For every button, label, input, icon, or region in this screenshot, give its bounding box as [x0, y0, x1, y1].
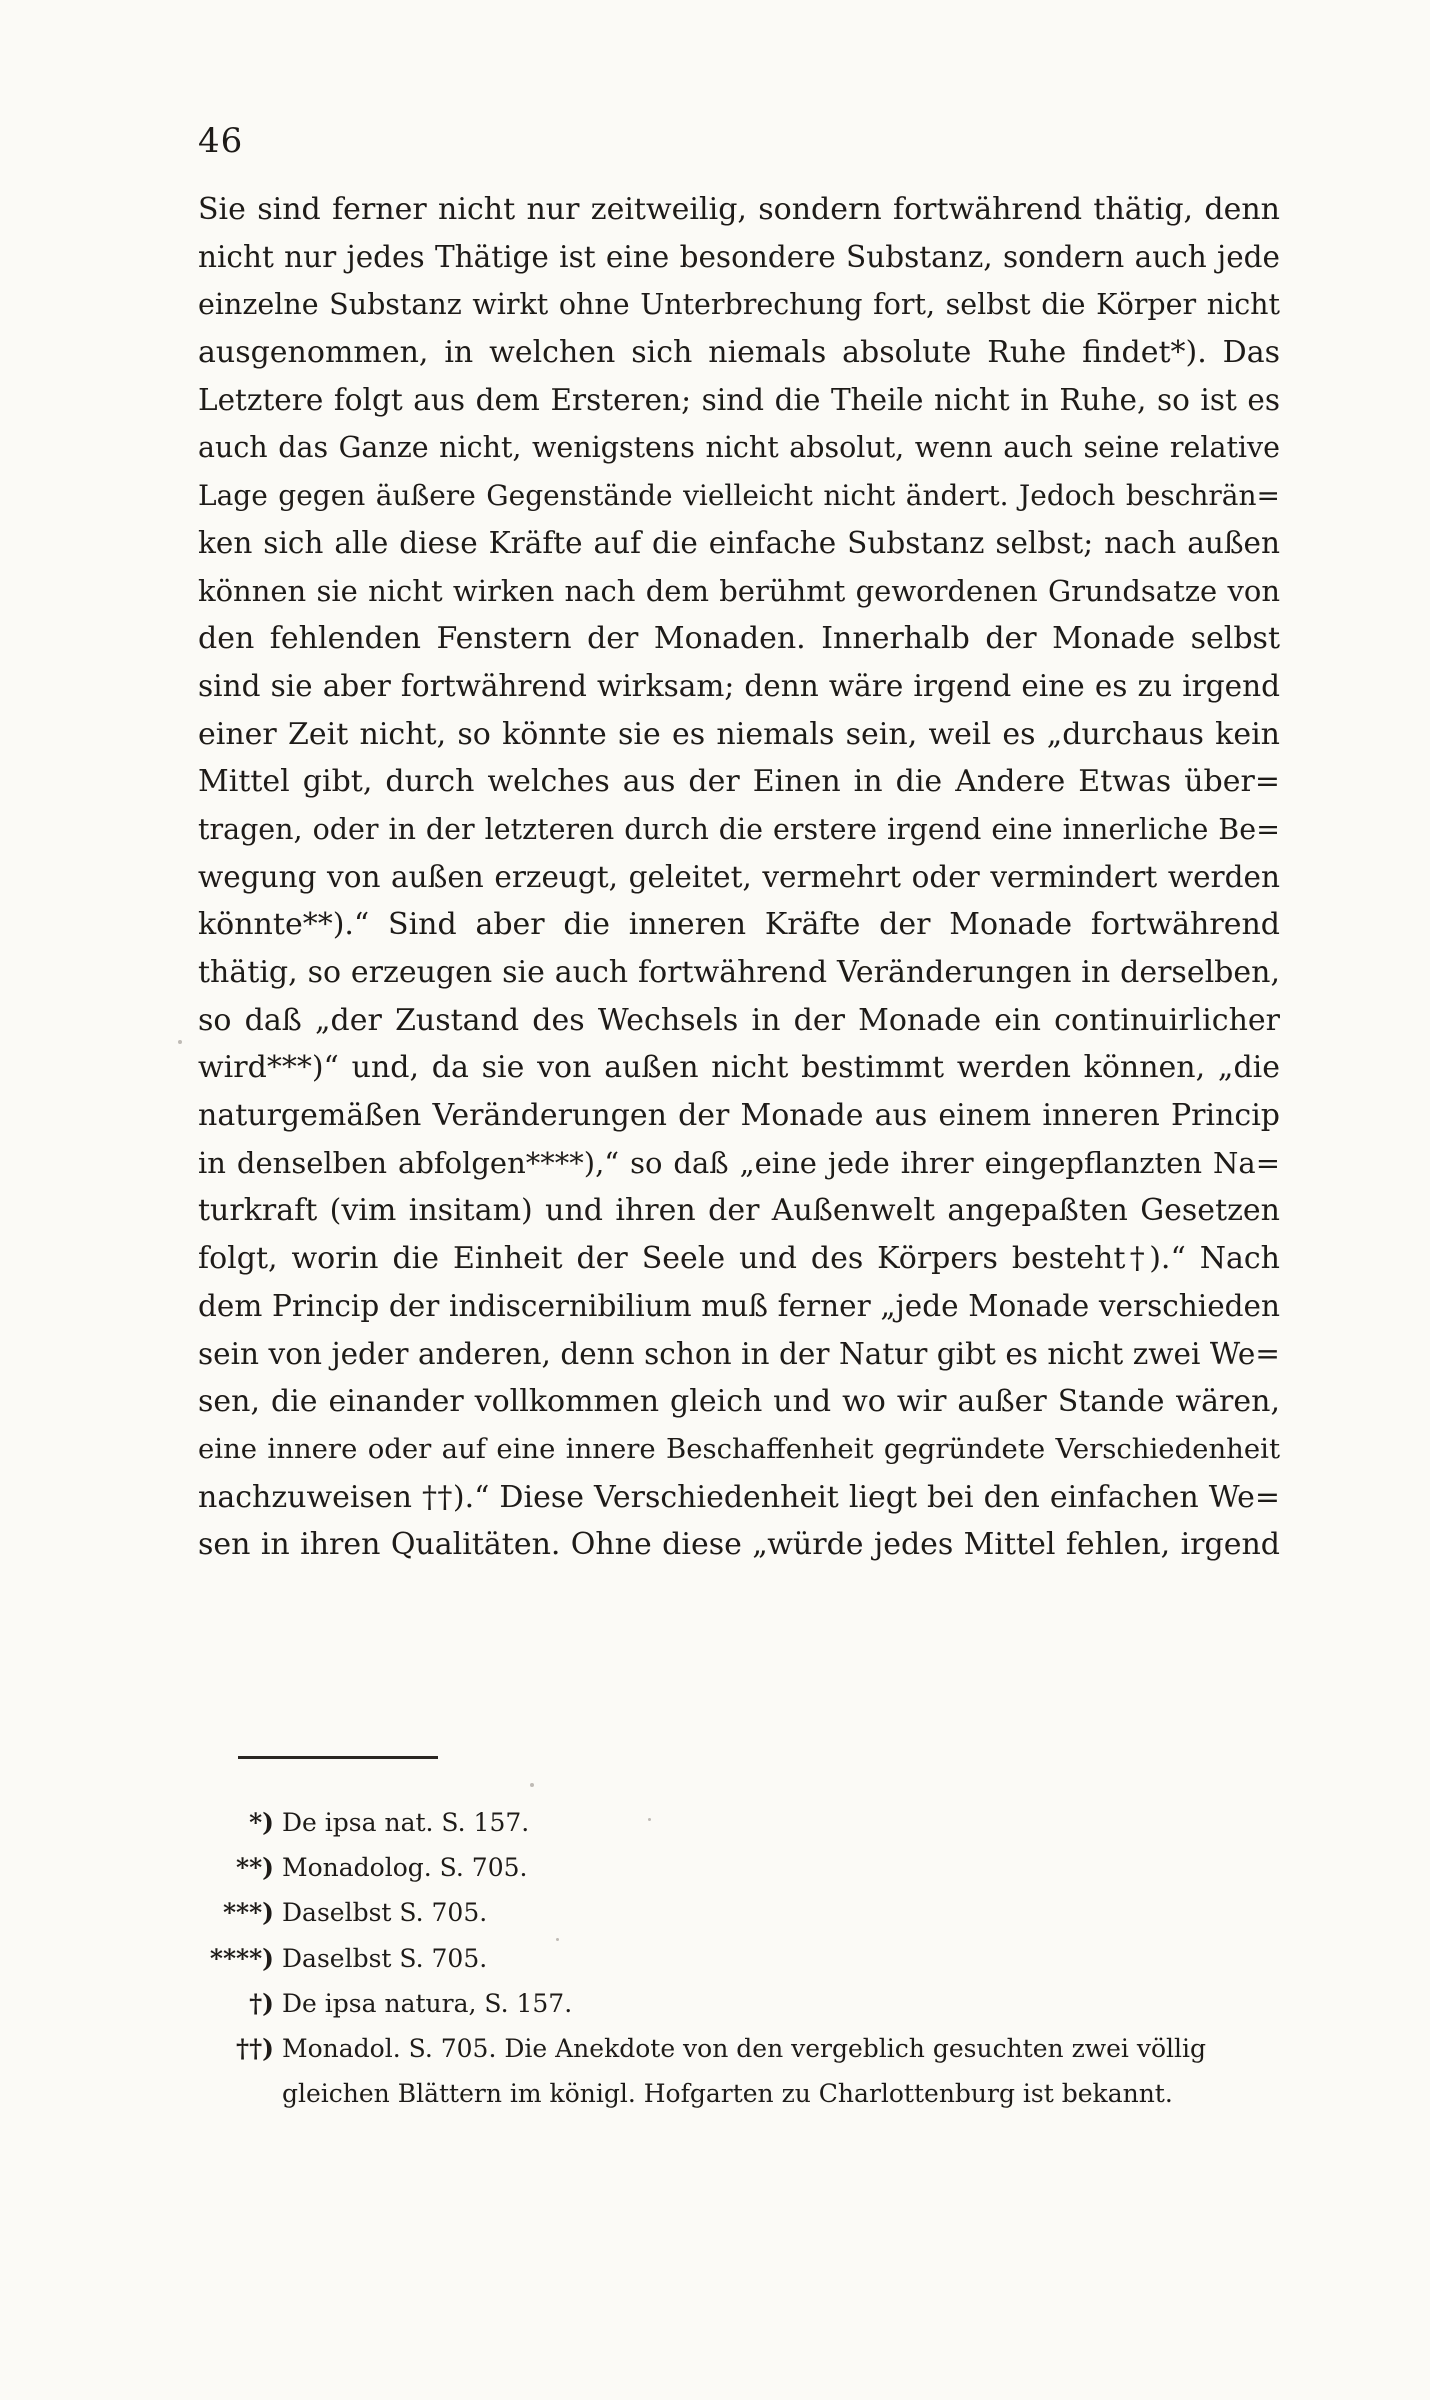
text-line: turkraft (vim insitam) und ihren der Außenwelt angepaßten Gesetzen: [198, 1193, 1280, 1229]
ink-speck: [178, 1040, 182, 1044]
text-line: tragen, oder in der letzteren durch die erstere irgend eine innerliche Be=: [198, 812, 1280, 846]
footnote-text: Monadolog. S. 705.: [282, 1853, 528, 1883]
text-line: können sie nicht wirken nach dem berühmt gewordenen Grundsatze von: [198, 573, 1280, 608]
footnote-text: De ipsa nat. S. 157.: [282, 1808, 530, 1837]
footnote-continuation: gleichen Blättern im königl. Hofgarten zu Charlottenburg ist bekannt.: [282, 2079, 1173, 2109]
footnote-text: Daselbst S. 705.: [282, 1898, 488, 1928]
footnote-text: Daselbst S. 705.: [282, 1943, 488, 1973]
text-line: ken sich alle diese Kräfte auf die einfache Substanz selbst; nach außen: [198, 525, 1280, 560]
footnote-marker: ****): [209, 1943, 274, 1973]
page-number: 46: [198, 121, 244, 161]
text-line: einer Zeit nicht, so könnte sie es niemals sein, weil es „durchaus kein: [198, 716, 1280, 752]
text-line: in denselben abfolgen****),“ so daß „eine jede ihrer eingepflanzten Na=: [198, 1145, 1280, 1180]
text-line: könnte**).“ Sind aber die inneren Kräfte der Monade fortwährend: [198, 907, 1280, 943]
footnote-marker: ***): [222, 1898, 274, 1928]
text-line: Sie sind ferner nicht nur zeitweilig, sondern fortwährend thätig, denn: [198, 192, 1280, 227]
text-line: Mittel gibt, durch welches aus der Einen in die Andere Etwas über=: [198, 764, 1280, 800]
footnote-marker: ††): [236, 2033, 274, 2063]
text-line: wird***)“ und, da sie von außen nicht bestimmt werden können, „die: [198, 1050, 1280, 1086]
text-line: sen in ihren Qualitäten. Ohne diese „würde jedes Mittel fehlen, irgend: [198, 1527, 1280, 1563]
footnote-marker: **): [236, 1853, 274, 1883]
text-line: nicht nur jedes Thätige ist eine besondere Substanz, sondern auch jede: [198, 239, 1280, 274]
footnote: [198, 1800, 1280, 1845]
text-line: so daß „der Zustand des Wechsels in der Monade ein continuirlicher: [198, 1002, 1280, 1038]
text-line: sind sie aber fortwährend wirksam; denn wäre irgend eine es zu irgend: [198, 668, 1280, 703]
text-line: Lage gegen äußere Gegenstände vielleicht nicht ändert. Jedoch beschrän=: [198, 479, 1280, 513]
main-text-block: [198, 186, 1280, 1569]
text-line: wegung von außen erzeugt, geleitet, vermehrt oder vermindert werden: [198, 859, 1280, 894]
ink-speck: [648, 1818, 651, 1821]
text-line: sen, die einander vollkommen gleich und wo wir außer Stande wären,: [198, 1384, 1280, 1420]
text-line: thätig, so erzeugen sie auch fortwährend Veränderungen in derselben,: [198, 955, 1280, 990]
footnote-marker: †): [249, 1988, 274, 2018]
ink-speck: [530, 1783, 534, 1787]
footnote-text: De ipsa natura, S. 157.: [282, 1988, 573, 2018]
footnote: [198, 1981, 1280, 2026]
ink-speck: [556, 1938, 559, 1941]
footnote: [198, 2026, 1280, 2071]
text-line: folgt, worin die Einheit der Seele und des Körpers besteht†).“ Nach: [198, 1241, 1280, 1277]
footnote-marker: *): [249, 1808, 274, 1837]
text-line: eine innere oder auf eine innere Beschaffenheit gegründete Verschiedenheit: [198, 1432, 1280, 1465]
text-line: auch das Ganze nicht, wenigstens nicht absolut, wenn auch seine relative: [198, 431, 1280, 465]
text-line: naturgemäßen Veränderungen der Monade aus einem inneren Princip: [198, 1098, 1280, 1134]
text-line: sein von jeder anderen, denn schon in der Natur gibt es nicht zwei We=: [198, 1336, 1280, 1371]
text-line: ausgenommen, in welchen sich niemals absolute Ruhe findet*). Das: [198, 335, 1280, 371]
text-line: dem Princip der indiscernibilium muß ferner „jede Monade verschieden: [198, 1288, 1280, 1323]
footnote: [198, 1845, 1280, 1890]
footnote: [198, 1936, 1280, 1981]
text-line: nachzuweisen ††).“ Diese Verschiedenheit liegt bei den einfachen We=: [198, 1479, 1280, 1515]
text-line: den fehlenden Fenstern der Monaden. Innerhalb der Monade selbst: [198, 621, 1280, 657]
text-line: einzelne Substanz wirkt ohne Unterbrechung fort, selbst die Körper nicht: [198, 288, 1280, 322]
footnotes-block: [198, 1800, 1280, 2116]
footnote: [198, 1890, 1280, 1935]
footnote-separator-rule: [238, 1756, 438, 1759]
text-line: Letztere folgt aus dem Ersteren; sind die Theile nicht in Ruhe, so ist es: [198, 382, 1280, 417]
footnote-text: Monadol. S. 705. Die Anekdote von den vergeblich gesuchten zwei völlig: [282, 2033, 1207, 2063]
